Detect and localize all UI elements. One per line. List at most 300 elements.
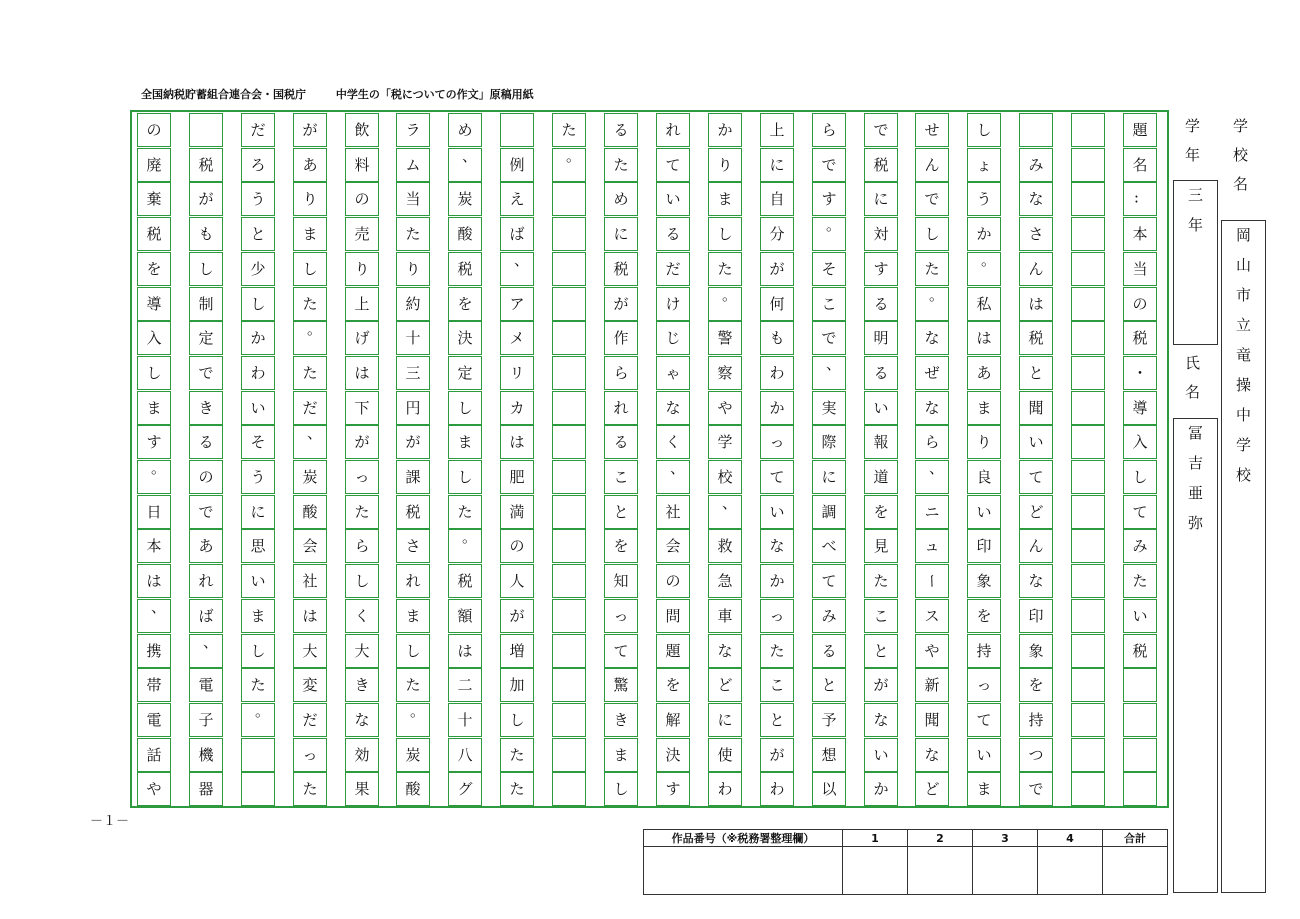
- manuscript-cell: [552, 738, 586, 772]
- manuscript-cell: 税: [604, 252, 638, 286]
- manuscript-cell: [189, 113, 223, 147]
- manuscript-cell: 当: [1123, 252, 1157, 286]
- office-cell: [908, 847, 973, 895]
- manuscript-cell: こ: [604, 460, 638, 494]
- manuscript-cell: 驚: [604, 668, 638, 702]
- manuscript-cell: 満: [500, 495, 534, 529]
- manuscript-cell: [552, 287, 586, 321]
- manuscript-cell: 税: [1123, 634, 1157, 668]
- manuscript-cell: 社: [656, 495, 690, 529]
- manuscript-cell: べ: [812, 529, 846, 563]
- manuscript-cell: 、: [708, 495, 742, 529]
- manuscript-cell: 、: [293, 425, 327, 459]
- manuscript-cell: [552, 425, 586, 459]
- manuscript-cell: [552, 356, 586, 390]
- manuscript-cell: 名: [1123, 148, 1157, 182]
- manuscript-cell: を: [448, 287, 482, 321]
- manuscript-cell: た: [915, 252, 949, 286]
- manuscript-cell: る: [864, 356, 898, 390]
- manuscript-cell: ・: [1123, 356, 1157, 390]
- manuscript-cell: す: [137, 425, 171, 459]
- manuscript-cell: ま: [396, 599, 430, 633]
- manuscript-cell: っ: [760, 599, 794, 633]
- office-cell: [644, 847, 843, 895]
- manuscript-cell: 大: [345, 634, 379, 668]
- manuscript-cell: は: [1019, 287, 1053, 321]
- manuscript-cell: 何: [760, 287, 794, 321]
- manuscript-cell: 機: [189, 738, 223, 772]
- manuscript-cell: か: [760, 391, 794, 425]
- manuscript-cell: [1123, 772, 1157, 806]
- manuscript-cell: 急: [708, 564, 742, 598]
- manuscript-cell: な: [760, 529, 794, 563]
- manuscript-cell: [1071, 148, 1105, 182]
- manuscript-cell: わ: [760, 356, 794, 390]
- manuscript-cell: 想: [812, 738, 846, 772]
- manuscript-cell: し: [396, 634, 430, 668]
- manuscript-cell: [1071, 217, 1105, 251]
- manuscript-cell: は: [293, 599, 327, 633]
- manuscript-cell: い: [241, 564, 275, 598]
- manuscript-cell: そ: [241, 425, 275, 459]
- manuscript-cell: が: [760, 252, 794, 286]
- manuscript-cell: ま: [448, 425, 482, 459]
- manuscript-cell: い: [1123, 599, 1157, 633]
- grade-value: 三年: [1186, 187, 1204, 247]
- manuscript-cell: が: [760, 738, 794, 772]
- manuscript-cell: い: [760, 495, 794, 529]
- manuscript-cell: き: [604, 703, 638, 737]
- manuscript-cell: の: [345, 182, 379, 216]
- manuscript-cell: 加: [500, 668, 534, 702]
- manuscript-cell: 調: [812, 495, 846, 529]
- manuscript-cell: う: [241, 182, 275, 216]
- manuscript-cell: う: [241, 460, 275, 494]
- manuscript-cell: を: [1019, 668, 1053, 702]
- office-use-table: [643, 829, 1168, 895]
- manuscript-cell: が: [345, 425, 379, 459]
- manuscript-cell: 本: [1123, 217, 1157, 251]
- manuscript-cell: て: [604, 634, 638, 668]
- manuscript-cell: [552, 599, 586, 633]
- manuscript-cell: 酸: [293, 495, 327, 529]
- manuscript-cell: 棄: [137, 182, 171, 216]
- manuscript-cell: り: [396, 252, 430, 286]
- manuscript-cell: 象: [967, 564, 1001, 598]
- manuscript-cell: た: [760, 634, 794, 668]
- manuscript-cell: [1071, 529, 1105, 563]
- manuscript-cell: し: [448, 391, 482, 425]
- manuscript-cell: た: [604, 148, 638, 182]
- office-cell: [1103, 847, 1168, 895]
- manuscript-cell: を: [137, 252, 171, 286]
- manuscript-cell: な: [656, 391, 690, 425]
- manuscript-cell: に: [812, 460, 846, 494]
- manuscript-cell: し: [500, 703, 534, 737]
- manuscript-cell: 聞: [1019, 391, 1053, 425]
- manuscript-cell: 。: [552, 148, 586, 182]
- manuscript-cell: 上: [760, 113, 794, 147]
- manuscript-cell: [1019, 113, 1053, 147]
- manuscript-cell: [552, 391, 586, 425]
- manuscript-cell: メ: [500, 321, 534, 355]
- manuscript-cell: か: [864, 772, 898, 806]
- manuscript-cell: 三: [396, 356, 430, 390]
- manuscript-cell: 私: [967, 287, 1001, 321]
- manuscript-cell: い: [1019, 425, 1053, 459]
- manuscript-cell: [1071, 460, 1105, 494]
- manuscript-cell: 定: [189, 321, 223, 355]
- manuscript-cell: し: [241, 634, 275, 668]
- manuscript-cell: ゃ: [656, 356, 690, 390]
- manuscript-cell: れ: [656, 113, 690, 147]
- manuscript-cell: ら: [604, 356, 638, 390]
- manuscript-cell: う: [967, 182, 1001, 216]
- manuscript-cell: み: [1123, 529, 1157, 563]
- manuscript-cell: 。: [708, 287, 742, 321]
- manuscript-cell: 大: [293, 634, 327, 668]
- manuscript-cell: く: [345, 599, 379, 633]
- manuscript-cell: 入: [1123, 425, 1157, 459]
- manuscript-cell: い: [864, 391, 898, 425]
- manuscript-cell: し: [1123, 460, 1157, 494]
- manuscript-cell: ‥: [1123, 182, 1157, 216]
- manuscript-cell: え: [500, 182, 534, 216]
- manuscript-cell: 道: [864, 460, 898, 494]
- manuscript-cell: り: [708, 148, 742, 182]
- manuscript-cell: 新: [915, 668, 949, 702]
- manuscript-cell: 題: [656, 634, 690, 668]
- manuscript-cell: 日: [137, 495, 171, 529]
- manuscript-cell: 例: [500, 148, 534, 182]
- manuscript-cell: い: [967, 738, 1001, 772]
- manuscript-cell: 対: [864, 217, 898, 251]
- manuscript-cell: な: [708, 634, 742, 668]
- manuscript-cell: が: [864, 668, 898, 702]
- manuscript-cell: ば: [189, 599, 223, 633]
- manuscript-cell: 肥: [500, 460, 534, 494]
- manuscript-cell: 増: [500, 634, 534, 668]
- manuscript-cell: と: [864, 634, 898, 668]
- grade-box: [1173, 180, 1218, 345]
- manuscript-cell: か: [967, 217, 1001, 251]
- manuscript-cell: 会: [293, 529, 327, 563]
- manuscript-cell: 円: [396, 391, 430, 425]
- manuscript-cell: 制: [189, 287, 223, 321]
- manuscript-cell: た: [1123, 564, 1157, 598]
- manuscript-cell: 入: [137, 321, 171, 355]
- manuscript-cell: [552, 668, 586, 702]
- manuscript-cell: る: [604, 425, 638, 459]
- manuscript-cell: 帯: [137, 668, 171, 702]
- manuscript-cell: や: [137, 772, 171, 806]
- manuscript-cell: 二: [448, 668, 482, 702]
- manuscript-cell: れ: [396, 564, 430, 598]
- manuscript-cell: [1071, 703, 1105, 737]
- manuscript-cell: 察: [708, 356, 742, 390]
- manuscript-cell: 子: [189, 703, 223, 737]
- manuscript-cell: ん: [915, 148, 949, 182]
- manuscript-cell: 車: [708, 599, 742, 633]
- manuscript-cell: け: [656, 287, 690, 321]
- manuscript-cell: 救: [708, 529, 742, 563]
- manuscript-cell: つ: [1019, 738, 1053, 772]
- grade-label: 学年: [1183, 118, 1201, 176]
- manuscript-cell: す: [812, 182, 846, 216]
- manuscript-cell: し: [604, 772, 638, 806]
- manuscript-cell: た: [396, 217, 430, 251]
- manuscript-cell: い: [656, 182, 690, 216]
- manuscript-cell: 決: [656, 738, 690, 772]
- manuscript-cell: し: [448, 460, 482, 494]
- manuscript-cell: と: [812, 668, 846, 702]
- office-header-total: 合計: [1103, 830, 1168, 847]
- manuscript-cell: た: [241, 668, 275, 702]
- manuscript-cell: ん: [1019, 529, 1053, 563]
- manuscript-cell: し: [189, 252, 223, 286]
- manuscript-cell: 話: [137, 738, 171, 772]
- manuscript-cell: ど: [1019, 495, 1053, 529]
- manuscript-cell: を: [967, 599, 1001, 633]
- manuscript-cell: ー: [915, 564, 949, 598]
- manuscript-cell: 本: [137, 529, 171, 563]
- manuscript-cell: 持: [967, 634, 1001, 668]
- manuscript-cell: た: [864, 564, 898, 598]
- manuscript-cell: き: [189, 391, 223, 425]
- manuscript-grid: [130, 110, 1169, 808]
- manuscript-cell: ま: [293, 217, 327, 251]
- manuscript-cell: か: [241, 321, 275, 355]
- manuscript-cell: 料: [345, 148, 379, 182]
- manuscript-cell: [1071, 668, 1105, 702]
- manuscript-cell: こ: [760, 668, 794, 702]
- manuscript-cell: り: [345, 252, 379, 286]
- manuscript-cell: 上: [345, 287, 379, 321]
- manuscript-cell: [1071, 634, 1105, 668]
- manuscript-cell: で: [189, 356, 223, 390]
- manuscript-cell: で: [812, 148, 846, 182]
- manuscript-cell: な: [915, 321, 949, 355]
- manuscript-cell: 税: [864, 148, 898, 182]
- manuscript-cell: の: [500, 529, 534, 563]
- manuscript-cell: 炭: [293, 460, 327, 494]
- manuscript-cell: た: [293, 772, 327, 806]
- manuscript-cell: 酸: [448, 217, 482, 251]
- manuscript-cell: る: [812, 634, 846, 668]
- manuscript-cell: わ: [708, 772, 742, 806]
- manuscript-cell: な: [1019, 564, 1053, 598]
- manuscript-cell: が: [189, 182, 223, 216]
- manuscript-cell: そ: [812, 252, 846, 286]
- manuscript-cell: ニ: [915, 495, 949, 529]
- manuscript-cell: [1123, 703, 1157, 737]
- manuscript-cell: 、: [448, 148, 482, 182]
- manuscript-cell: 使: [708, 738, 742, 772]
- manuscript-cell: た: [552, 113, 586, 147]
- manuscript-cell: 効: [345, 738, 379, 772]
- manuscript-cell: ま: [967, 391, 1001, 425]
- manuscript-cell: れ: [189, 564, 223, 598]
- name-label: 氏名: [1183, 355, 1201, 413]
- manuscript-cell: は: [345, 356, 379, 390]
- organizer-name: 全国納税貯蓄組合連合会・国税庁: [141, 88, 306, 101]
- manuscript-cell: ま: [241, 599, 275, 633]
- manuscript-cell: っ: [293, 738, 327, 772]
- manuscript-cell: [552, 529, 586, 563]
- manuscript-cell: や: [915, 634, 949, 668]
- manuscript-cell: し: [708, 217, 742, 251]
- manuscript-cell: 携: [137, 634, 171, 668]
- manuscript-cell: 。: [967, 252, 1001, 286]
- manuscript-cell: 果: [345, 772, 379, 806]
- manuscript-cell: を: [604, 529, 638, 563]
- manuscript-cell: 際: [812, 425, 846, 459]
- manuscript-cell: 税: [1019, 321, 1053, 355]
- manuscript-cell: 。: [448, 529, 482, 563]
- manuscript-cell: 定: [448, 356, 482, 390]
- manuscript-cell: 器: [189, 772, 223, 806]
- manuscript-cell: [552, 772, 586, 806]
- manuscript-cell: っ: [345, 460, 379, 494]
- manuscript-cell: た: [708, 252, 742, 286]
- manuscript-cell: ど: [708, 668, 742, 702]
- manuscript-cell: す: [656, 772, 690, 806]
- manuscript-cell: [500, 113, 534, 147]
- manuscript-cell: [552, 564, 586, 598]
- manuscript-cell: に: [864, 182, 898, 216]
- manuscript-cell: め: [448, 113, 482, 147]
- manuscript-cell: じ: [656, 321, 690, 355]
- manuscript-cell: ど: [915, 772, 949, 806]
- manuscript-cell: し: [293, 252, 327, 286]
- manuscript-cell: 題: [1123, 113, 1157, 147]
- manuscript-cell: れ: [604, 391, 638, 425]
- office-cell: [843, 847, 908, 895]
- manuscript-cell: で: [812, 321, 846, 355]
- office-header-work-number: 作品番号（※税務署整理欄）: [644, 830, 843, 847]
- manuscript-cell: [1071, 287, 1105, 321]
- manuscript-cell: し: [241, 287, 275, 321]
- manuscript-cell: て: [812, 564, 846, 598]
- manuscript-cell: ら: [915, 425, 949, 459]
- manuscript-cell: [1071, 113, 1105, 147]
- name-box: [1173, 418, 1218, 893]
- manuscript-cell: [1123, 668, 1157, 702]
- manuscript-cell: ろ: [241, 148, 275, 182]
- manuscript-cell: り: [293, 182, 327, 216]
- manuscript-cell: げ: [345, 321, 379, 355]
- manuscript-cell: [552, 703, 586, 737]
- manuscript-cell: も: [189, 217, 223, 251]
- manuscript-cell: 課: [396, 460, 430, 494]
- manuscript-cell: ば: [500, 217, 534, 251]
- manuscript-cell: 少: [241, 252, 275, 286]
- manuscript-cell: 変: [293, 668, 327, 702]
- manuscript-cell: あ: [189, 529, 223, 563]
- manuscript-cell: [1071, 599, 1105, 633]
- manuscript-cell: て: [1019, 460, 1053, 494]
- manuscript-cell: 。: [241, 703, 275, 737]
- manuscript-cell: た: [396, 668, 430, 702]
- manuscript-cell: で: [915, 182, 949, 216]
- manuscript-cell: し: [345, 564, 379, 598]
- manuscript-cell: さ: [396, 529, 430, 563]
- manuscript-cell: 額: [448, 599, 482, 633]
- manuscript-cell: の: [1123, 287, 1157, 321]
- manuscript-cell: 炭: [448, 182, 482, 216]
- manuscript-cell: 税: [396, 495, 430, 529]
- manuscript-cell: 当: [396, 182, 430, 216]
- manuscript-cell: ュ: [915, 529, 949, 563]
- manuscript-cell: 下: [345, 391, 379, 425]
- manuscript-cell: [1071, 252, 1105, 286]
- manuscript-cell: て: [1123, 495, 1157, 529]
- manuscript-cell: た: [293, 287, 327, 321]
- manuscript-cell: 十: [448, 703, 482, 737]
- office-header-3: 3: [973, 830, 1038, 847]
- manuscript-cell: 分: [760, 217, 794, 251]
- manuscript-cell: が: [396, 425, 430, 459]
- manuscript-cell: ま: [137, 391, 171, 425]
- manuscript-cell: な: [864, 703, 898, 737]
- manuscript-cell: と: [1019, 356, 1053, 390]
- manuscript-cell: 、: [915, 460, 949, 494]
- manuscript-cell: [241, 772, 275, 806]
- manuscript-cell: 予: [812, 703, 846, 737]
- manuscript-cell: 社: [293, 564, 327, 598]
- form-header: [141, 86, 560, 102]
- manuscript-cell: き: [345, 668, 379, 702]
- manuscript-cell: し: [137, 356, 171, 390]
- manuscript-cell: 、: [137, 599, 171, 633]
- manuscript-cell: る: [189, 425, 223, 459]
- manuscript-cell: リ: [500, 356, 534, 390]
- manuscript-cell: く: [656, 425, 690, 459]
- manuscript-cell: い: [967, 495, 1001, 529]
- manuscript-cell: だ: [656, 252, 690, 286]
- manuscript-cell: 見: [864, 529, 898, 563]
- manuscript-cell: た: [448, 495, 482, 529]
- manuscript-cell: ま: [967, 772, 1001, 806]
- manuscript-cell: [552, 460, 586, 494]
- manuscript-cell: 約: [396, 287, 430, 321]
- manuscript-cell: て: [967, 703, 1001, 737]
- manuscript-cell: [1071, 391, 1105, 425]
- manuscript-cell: [1071, 182, 1105, 216]
- manuscript-cell: 飲: [345, 113, 379, 147]
- school-label: 学校名: [1231, 118, 1249, 205]
- manuscript-cell: 税: [448, 252, 482, 286]
- manuscript-cell: こ: [864, 599, 898, 633]
- manuscript-cell: 校: [708, 460, 742, 494]
- manuscript-cell: ょ: [967, 148, 1001, 182]
- manuscript-cell: と: [604, 495, 638, 529]
- school-name-box: [1221, 220, 1266, 893]
- manuscript-cell: 税: [189, 148, 223, 182]
- manuscript-cell: い: [241, 391, 275, 425]
- manuscript-cell: た: [345, 495, 379, 529]
- manuscript-cell: で: [864, 113, 898, 147]
- manuscript-cell: わ: [241, 356, 275, 390]
- manuscript-cell: 導: [137, 287, 171, 321]
- office-cell: [973, 847, 1038, 895]
- manuscript-cell: [552, 495, 586, 529]
- manuscript-cell: 八: [448, 738, 482, 772]
- manuscript-cell: は: [500, 425, 534, 459]
- manuscript-cell: 自: [760, 182, 794, 216]
- manuscript-cell: [1071, 495, 1105, 529]
- manuscript-cell: 決: [448, 321, 482, 355]
